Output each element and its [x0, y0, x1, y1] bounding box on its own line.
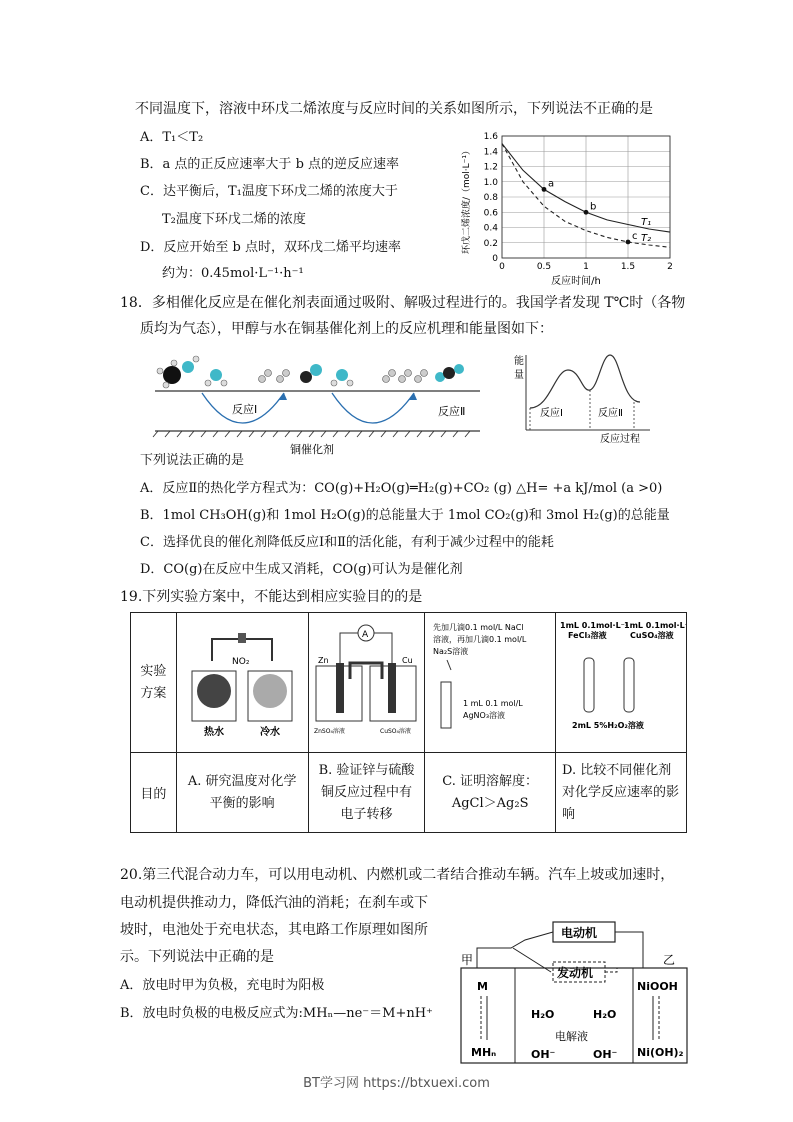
chart-ticks: [484, 132, 673, 272]
catalyst-label: 铜催化剂: [290, 443, 334, 456]
energy-reaction-1: 反应Ⅰ: [540, 408, 563, 419]
y-tick-label: 1.6: [483, 132, 498, 142]
svg-text:甲: 甲: [461, 953, 474, 967]
y-tick-label: 0.8: [483, 193, 498, 203]
reaction-2-label: 反应Ⅱ: [438, 405, 466, 418]
svg-text:M: M: [477, 980, 488, 993]
energy-label-char2: 量: [514, 370, 524, 381]
precipitation-apparatus: [427, 616, 553, 746]
svg-text:Na₂S溶液: Na₂S溶液: [433, 646, 469, 656]
y-tick-label: 0.2: [483, 238, 498, 249]
svg-text:AgNO₃溶液: AgNO₃溶液: [463, 710, 506, 720]
svg-text:FeCl₃溶液: FeCl₃溶液: [568, 630, 607, 640]
energy-diagram: [510, 350, 660, 445]
q17-option-a: A．T₁＜T₂: [140, 130, 204, 145]
data-point-a: [542, 187, 547, 192]
svg-text:CuSO₄溶液: CuSO₄溶液: [380, 727, 412, 735]
chart-points: [542, 178, 638, 244]
footer-watermark: BT学习网 https://btxuexi.com: [303, 1076, 490, 1091]
q17-option-c-line1: C．达平衡后，T₁温度下环戊二烯的浓度大于: [140, 184, 398, 199]
x-tick-label: 1: [583, 262, 589, 272]
scheme-a-figure: [176, 613, 308, 753]
x-tick-label: 1.5: [620, 262, 636, 272]
concentration-time-chart: [458, 128, 683, 288]
scheme-b-figure: [308, 613, 425, 753]
q20-stem-line4: 示。下列说法中正确的是: [120, 949, 274, 965]
row-header-purpose: 目的: [131, 753, 177, 833]
x-tick-label: 2: [667, 262, 673, 272]
water-molecule-icon: [205, 369, 227, 386]
water-molecule-icon-2: [331, 369, 353, 386]
no2-flask-apparatus: [182, 621, 302, 741]
svg-text:MHₙ: MHₙ: [471, 1046, 497, 1059]
q18-stem-line2: 质均为气态），甲醇与水在铜基催化剂上的反应机理和能量图如下：: [140, 321, 553, 337]
q17-stem: 不同温度下，溶液中环戊二烯浓度与反应时间的关系如图所示，下列说法不正确的是: [135, 101, 653, 117]
data-point-label-b: b: [590, 201, 597, 213]
svg-text:1mL 0.1mol·L⁻¹: 1mL 0.1mol·L⁻¹: [560, 620, 629, 630]
svg-text:1mL 0.1mol·L⁻¹: 1mL 0.1mol·L⁻¹: [624, 620, 686, 630]
chart-x-axis-label: 反应时间/h: [551, 276, 601, 287]
purpose-b: B. 验证锌与硫酸铜反应过程中有电子转移: [308, 753, 425, 833]
svg-text:发动机: 发动机: [557, 966, 594, 980]
svg-text:热水: 热水: [204, 726, 225, 738]
svg-text:Cu: Cu: [402, 655, 414, 665]
q17-option-d-line1: D．反应开始至 b 点时，双环戊二烯平均速率: [140, 240, 402, 255]
q18-prompt: 下列说法正确的是: [140, 453, 245, 468]
svg-text:1 mL 0.1 mol/L: 1 mL 0.1 mol/L: [463, 698, 523, 708]
y-tick-label: 1.4: [483, 147, 498, 158]
purpose-d: D. 比较不同催化剂对化学反应速率的影响: [556, 753, 687, 833]
x-tick-label: 0: [499, 262, 505, 272]
data-point-b: [584, 210, 589, 215]
hybrid-battery-circuit: [455, 918, 695, 1068]
purpose-a: A. 研究温度对化学平衡的影响: [176, 753, 308, 833]
q18-option-c: C．选择优良的催化剂降低反应Ⅰ和Ⅱ的活化能，有利于减少过程中的能耗: [140, 535, 554, 550]
energy-reaction-2: 反应Ⅱ: [598, 408, 623, 419]
svg-text:CuSO₄溶液: CuSO₄溶液: [630, 630, 674, 640]
q20-stem-line1: 20.第三代混合动力车，可以用电动机、内燃机或二者结合推动车辆。汽车上坡或加速时，: [120, 867, 675, 883]
galvanic-cell-apparatus: [310, 621, 422, 741]
svg-text:Ni(OH)₂: Ni(OH)₂: [637, 1046, 684, 1059]
energy-label-char1: 能: [514, 356, 524, 367]
q18-option-a: A．反应Ⅱ的热化学方程式为：CO(g)+H₂O(g)═H₂(g)+CO₂ (g) △H= +a kJ/mol (a >0): [140, 481, 663, 496]
svg-text:先加几滴0.1 mol/L NaCl: 先加几滴0.1 mol/L NaCl: [433, 622, 524, 632]
series-label-2: T₂: [641, 233, 652, 245]
hydrogen-molecules-icon-2: [383, 370, 428, 383]
data-point-label-c: c: [632, 230, 638, 242]
q18-stem-line1: 18．多相催化反应是在催化剂表面通过吸附、解吸过程进行的。我国学者发现 T℃时（各物: [120, 295, 686, 311]
svg-text:电动机: 电动机: [561, 926, 598, 940]
svg-text:H₂O: H₂O: [531, 1008, 555, 1021]
purpose-c: C. 证明溶解度： AgCl＞Ag₂S: [425, 753, 556, 833]
q18-option-b: B．1mol CH₃OH(g)和 1mol H₂O(g)的总能量大于 1mol CO₂(g)和 3mol H₂(g)的总能量: [140, 508, 670, 523]
chart-y-axis-label: 环戊二烯浓度/（mol·L⁻¹）: [462, 145, 472, 255]
co2-molecule-icon: [435, 364, 464, 382]
y-tick-label: 0.6: [483, 208, 498, 219]
svg-text:H₂O: H₂O: [593, 1008, 617, 1021]
svg-text:NiOOH: NiOOH: [637, 980, 678, 993]
y-tick-label: 0: [492, 254, 498, 264]
catalyst-comparison-apparatus: [556, 616, 686, 746]
q18-option-d: D．CO(g)在反应中生成又消耗，CO(g)可认为是催化剂: [140, 562, 463, 577]
row-header-scheme: 实验方案: [131, 613, 177, 753]
q20-stem-line2: 电动机提供推动力，降低汽油的消耗；在刹车或下: [120, 895, 428, 911]
hydrogen-molecules-icon: [259, 370, 290, 383]
q17-option-b: B．a 点的正反应速率大于 b 点的逆反应速率: [140, 157, 400, 172]
svg-text:OH⁻: OH⁻: [593, 1048, 618, 1061]
q20-option-a: A．放电时甲为负极，充电时为阳极: [120, 978, 325, 993]
reaction-1-label: 反应Ⅰ: [232, 403, 258, 416]
svg-text:电解液: 电解液: [555, 1030, 588, 1043]
y-tick-label: 0.4: [483, 223, 498, 234]
svg-text:乙: 乙: [663, 953, 676, 967]
energy-process-label: 反应过程: [600, 434, 640, 445]
q17-option-d-line2: 约为：0.45mol·L⁻¹·h⁻¹: [162, 266, 304, 281]
co-molecule-icon: [300, 364, 322, 383]
svg-text:Zn: Zn: [318, 655, 330, 665]
methanol-molecule-icon: [157, 356, 199, 388]
data-point-c: [626, 240, 631, 245]
svg-text:冷水: 冷水: [260, 726, 281, 738]
svg-text:2mL 5%H₂O₂溶液: 2mL 5%H₂O₂溶液: [572, 720, 644, 730]
svg-text:OH⁻: OH⁻: [531, 1048, 556, 1061]
reaction-mechanism-figure: [150, 345, 490, 460]
q20-stem-line3: 坡时，电池处于充电状态，其电路工作原理如图所: [120, 922, 428, 938]
experiment-table: [130, 612, 687, 833]
q20-option-b: B．放电时负极的电极反应式为:MHₙ—ne⁻＝M+nH⁺: [120, 1006, 433, 1021]
y-tick-label: 1.0: [483, 177, 498, 188]
series-label-1: T₁: [641, 217, 652, 229]
scheme-d-figure: [556, 613, 687, 753]
svg-text:ZnSO₄溶液: ZnSO₄溶液: [314, 727, 346, 735]
q19-stem: 19.下列实验方案中，不能达到相应实验目的的是: [120, 589, 423, 605]
q17-option-c-line2: T₂温度下环戊二烯的浓度: [162, 212, 306, 227]
svg-text:溶液，再加几滴0.1 mol/L: 溶液，再加几滴0.1 mol/L: [433, 634, 527, 644]
svg-text:NO₂: NO₂: [232, 656, 250, 667]
y-tick-label: 1.2: [483, 162, 498, 173]
x-tick-label: 0.5: [536, 262, 552, 272]
scheme-c-figure: [425, 613, 556, 753]
svg-text:A: A: [362, 629, 369, 640]
data-point-label-a: a: [548, 178, 555, 190]
